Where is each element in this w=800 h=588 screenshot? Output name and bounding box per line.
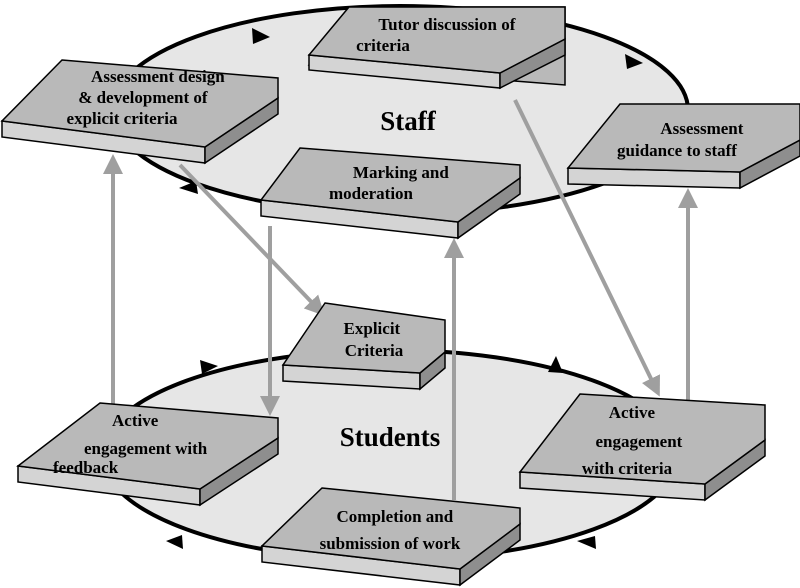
marking-moderation-label: Marking and moderation [328,163,449,203]
cycle-arrowhead-icon [577,536,596,549]
active-criteria-label: Active engagement with criteria [581,403,683,478]
students-label: Students [339,422,441,452]
assessment-design-label: Assessment design & development of explicit criteria [66,67,225,128]
completion-submission-label: Completion and submission of work [319,507,461,553]
cycle-arrowhead-icon [548,356,563,373]
cycle-arrowhead-icon [166,535,183,549]
active-feedback-label: Active engagement with feedback [53,411,208,477]
box-marking-moderation [261,148,520,238]
explicit-criteria-label: Explicit Criteria [343,319,404,360]
box-explicit-criteria [283,303,445,389]
tutor-discussion-label: Tutor discussion of criteria [356,15,516,55]
assessment-guidance-label: Assessment guidance to staff [617,119,744,160]
staff-label: Staff [380,106,436,136]
